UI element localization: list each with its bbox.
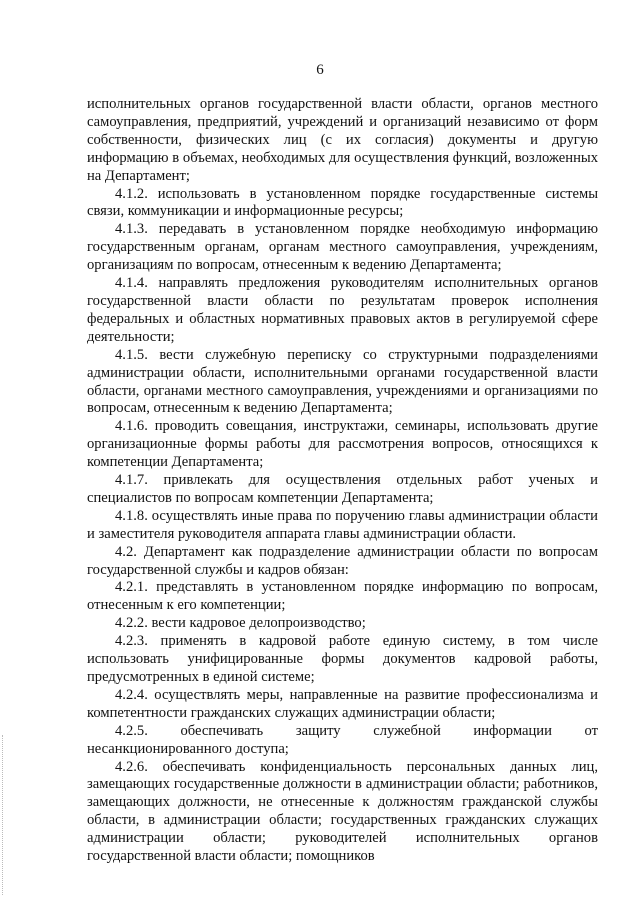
page-number: 6 [316, 62, 324, 78]
paragraph: 4.2.2. вести кадровое делопроизводство; [115, 615, 366, 632]
paragraph: 4.1.2. использовать в установленном порядке государственные системы связи, коммуникации и информационные ресурсы; [87, 185, 598, 220]
paragraph: 4.2.3. применять в кадровой работе единую систему, в том числе использовать унифицированные формы документов кадровой работы, предусмотренных в единой системе; [87, 633, 598, 685]
paragraph: 4.2.1. представлять в установленном порядке информацию по вопросам, отнесенным к его компетенции; [87, 579, 598, 614]
paragraph: 4.1.4. направлять предложения руководителям исполнительных органов государственной власти области по результатам проверок исполнения федеральных и областных нормативных правовых актов в регулируемой сфере деятельности; [87, 275, 598, 345]
paragraph: 4.1.8. осуществлять иные права по поручению главы администрации области и заместителя руководителя аппарата главы администрации области. [87, 507, 598, 542]
paragraph: исполнительных органов государственной власти области, органов местного самоуправления, предприятий, учреждений и организаций независимо от форм собственности, физических лиц (с их согласия) документы и другую информацию в объемах, необходимых для осуществления функций, возложенных на Департамент; [87, 96, 598, 184]
paragraph: 4.1.3. передавать в установленном порядке необходимую информацию государственным органам, органам местного самоуправления, учреждениям, организациям по вопросам, отнесенным к ведению Департамента; [87, 221, 598, 274]
paragraph: 4.1.7. привлекать для осуществления отдельных работ ученых и специалистов по вопросам компетенции Департамента; [87, 472, 598, 506]
paragraph: 4.2.6. обеспечивать конфиденциальность персональных данных лиц, замещающих государственные должности в администрации области; работников, замещающих должности, не отнесенные к должностям гражданской службы области, в администрации области; государственных гражданских служащих администрации области; руководителей исполнительных органов государственной власти области; помощников [87, 758, 598, 865]
paragraph: 4.1.6. проводить совещания, инструктажи, семинары, использовать другие организационные формы работы для рассмотрения вопросов, относящихся к компетенции Департамента; [87, 418, 598, 471]
paragraph: 4.2. Департамент как подразделение администрации области по вопросам государственной службы и кадров обязан: [87, 543, 598, 578]
paragraph: 4.1.5. вести служебную переписку со структурными подразделениями администрации области, исполнительными органами государственной власти области, органами местного самоуправления, учреждениями и организациями по вопросам, отнесенным к ведению Департамента; [87, 346, 598, 417]
paragraph: 4.2.5. обеспечивать защиту служебной информации от несанкционированного доступа; [87, 722, 598, 757]
scan-edge-marks [2, 735, 6, 895]
document-body [87, 96, 598, 866]
paragraph: 4.2.4. осуществлять меры, направленные на развитие профессионализма и компетентности гражданских служащих администрации области; [87, 686, 598, 721]
